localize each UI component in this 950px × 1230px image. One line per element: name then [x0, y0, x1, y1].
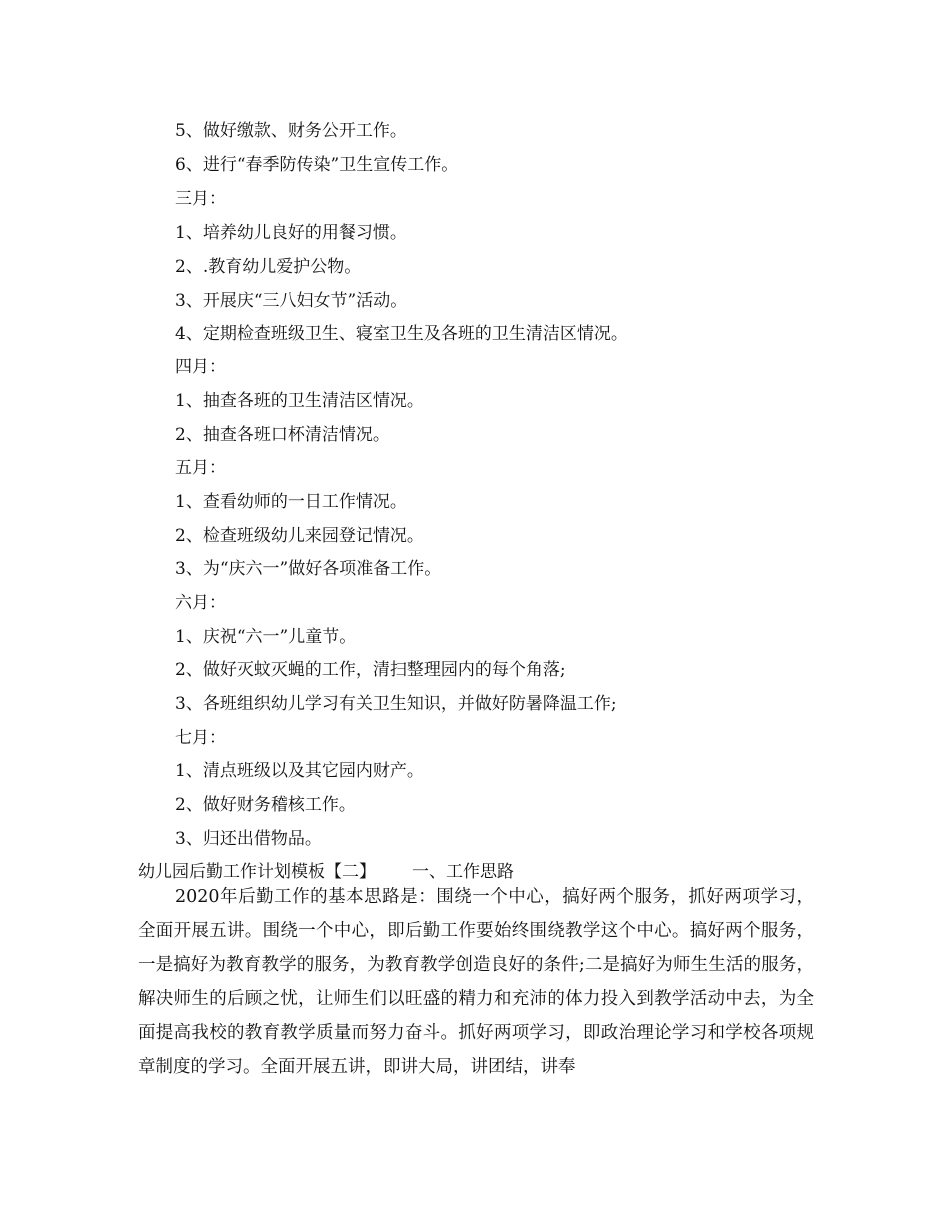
list-item: 3、归还出借物品。 [175, 829, 322, 849]
list-item: 2、.教育幼儿爱护公物。 [175, 257, 362, 277]
list-item: 4、定期检查班级卫生、寝室卫生及各班的卫生清洁区情况。 [175, 324, 628, 344]
list-item: 2、做好灭蚊灭蝇的工作，清扫整理园内的每个角落; [175, 660, 566, 680]
list-item: 2、抽查各班口杯清洁情况。 [175, 425, 390, 445]
month-heading: 七月： [175, 728, 226, 748]
list-item: 2、检查班级幼儿来园登记情况。 [175, 526, 424, 546]
list-item: 1、庆祝“六一”儿童节。 [175, 627, 357, 647]
list-item: 3、开展庆“三八妇女节”活动。 [175, 291, 408, 311]
month-heading: 三月： [175, 189, 226, 209]
list-item: 1、抽查各班的卫生清洁区情况。 [175, 391, 424, 411]
list-item: 1、查看幼师的一日工作情况。 [175, 492, 407, 512]
section-title: 一、工作思路 [412, 862, 514, 882]
list-item: 3、为“庆六一”做好各项准备工作。 [175, 559, 442, 579]
list-item: 5、做好缴款、财务公开工作。 [175, 121, 407, 141]
document-title: 幼儿园后勤工作计划模板【二】 [138, 862, 376, 882]
month-heading: 五月： [175, 458, 226, 478]
list-item: 2、做好财务稽核工作。 [175, 795, 356, 815]
list-item: 3、各班组织幼儿学习有关卫生知识，并做好防暑降温工作; [175, 694, 617, 714]
month-heading: 四月： [175, 357, 226, 377]
body-paragraph: 2020年后勤工作的基本思路是：围绕一个中心，搞好两个服务，抓好两项学习，全面开展五讲。围绕一个中心，即后勤工作要始终围绕教学这个中心。搞好两个服务，一是搞好为教育教学的服务，为教育教学创造良好的条件;二是搞好为师生生活的服务，解决师生的后顾之忧，让师生们以旺盛的精力和充沛的体力投入到教学活动中去，为全面提高我校的教育教学质量而努力奋斗。抓好两项学习，即政治理论学习和学校各项规章制度的学习。全面开展五讲，即讲大局，讲团结，讲奉 [138, 887, 814, 1077]
list-item: 1、清点班级以及其它园内财产。 [175, 761, 424, 781]
list-item: 6、进行“春季防传染”卫生宣传工作。 [175, 155, 459, 175]
month-heading: 六月： [175, 593, 226, 613]
list-item: 1、培养幼儿良好的用餐习惯。 [175, 223, 407, 243]
